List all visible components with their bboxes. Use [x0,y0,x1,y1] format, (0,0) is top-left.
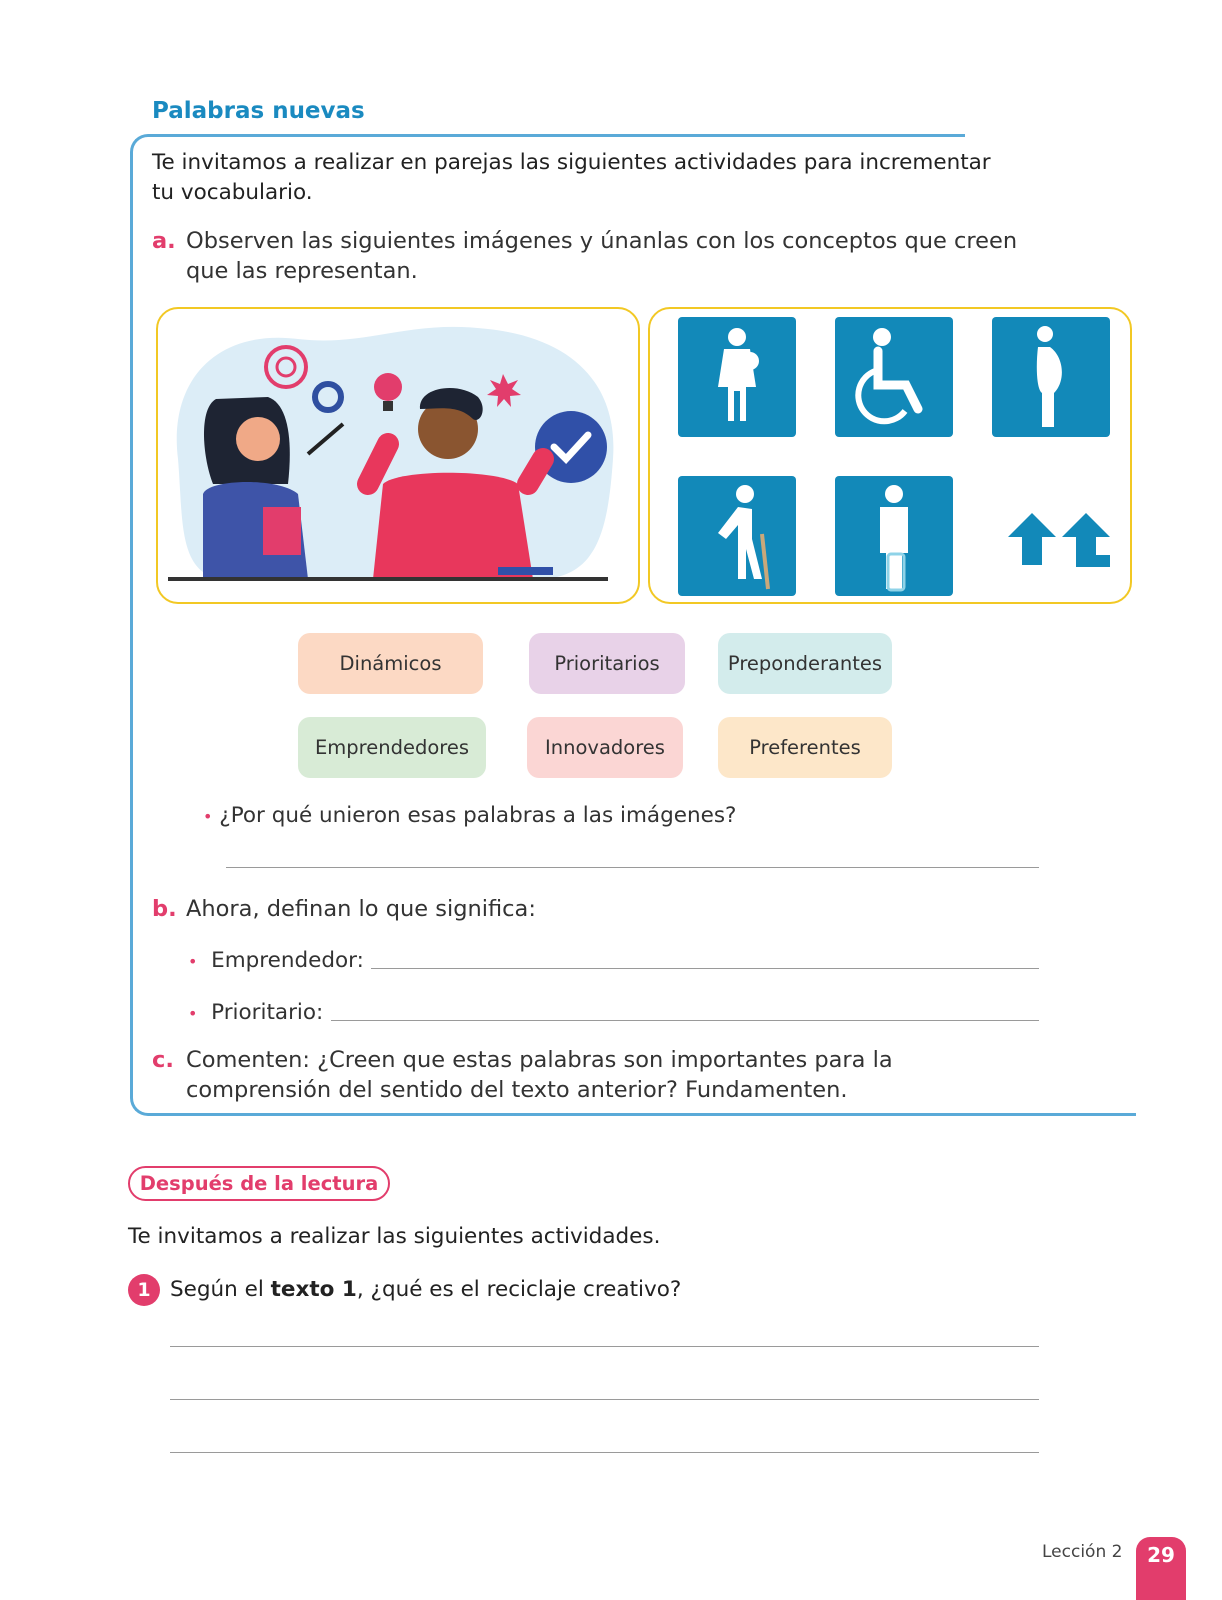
text-reference: texto 1 [270,1277,357,1302]
word-chip-dinamicos[interactable]: Dinámicos [298,633,483,694]
def-1-label: Emprendedor: [211,948,364,973]
elderly-person-icon [678,476,796,596]
injured-person-icon [835,476,953,596]
question-number: 1 [128,1274,160,1306]
answer-line-2[interactable] [170,1399,1039,1400]
innovators-illustration [158,309,638,602]
answer-line-emprendedor[interactable] [371,968,1039,969]
intro-text: Te invitamos a realizar en parejas las siguientes actividades para incrementar tu vocabulario. [152,150,991,205]
answer-line-1[interactable] [170,1346,1039,1347]
definition-emprendedor: • Emprendedor: [188,948,364,973]
word-chip-prioritarios[interactable]: Prioritarios [529,633,685,694]
item-b-text: Ahora, definan lo que significa: [186,896,536,922]
item-b-letter: b. [152,896,177,922]
lesson-label: Lección 2 [1042,1542,1123,1562]
item-c-text: Comenten: ¿Creen que estas palabras son importantes para la comprensión del sentido del texto anterior? Fundamenten. [186,1047,893,1103]
item-c-letter: c. [152,1047,174,1073]
section-title: Palabras nuevas [152,98,365,124]
question-a-text: ¿Por qué unieron esas palabras a las imágenes? [219,803,737,828]
word-chip-innovadores[interactable]: Innovadores [527,717,683,778]
word-chip-preferentes[interactable]: Preferentes [718,717,892,778]
woman-with-baby-icon [678,317,796,437]
definition-prioritario: • Prioritario: [188,1000,324,1025]
after-intro: Te invitamos a realizar las siguientes actividades. [128,1224,661,1249]
priority-arrows-icon [1008,513,1110,567]
wheelchair-icon [835,317,953,437]
page-number: 29 [1136,1537,1186,1600]
item-a [152,226,1022,286]
answer-line-3[interactable] [170,1452,1039,1453]
answer-line-a[interactable] [226,867,1039,868]
people-illustration [156,307,640,604]
word-chip-emprendedores[interactable]: Emprendedores [298,717,486,778]
after-reading-tag: Después de la lectura [128,1166,390,1201]
item-a-letter: a. [152,228,176,254]
answer-line-prioritario[interactable] [331,1020,1039,1021]
item-b [152,894,536,924]
priority-signs-box [648,307,1132,604]
word-chip-preponderantes[interactable]: Preponderantes [718,633,892,694]
pregnant-woman-icon [992,317,1110,437]
item-a-text: Observen las siguientes imágenes y únanlas con los conceptos que creen que las representan. [186,228,1018,284]
def-2-label: Prioritario: [211,1000,324,1025]
question-a: • ¿Por qué unieron esas palabras a las imágenes? [203,803,737,828]
item-c [152,1045,1042,1105]
question-1: Según el texto 1, ¿qué es el reciclaje creativo? [170,1277,682,1302]
